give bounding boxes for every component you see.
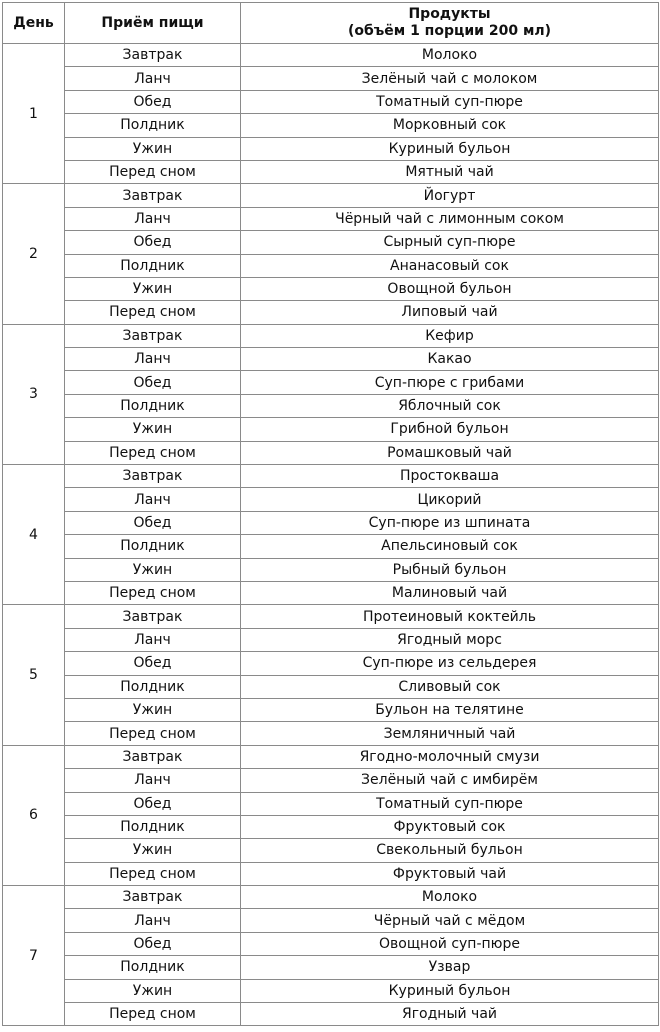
meal-cell: Обед: [65, 792, 241, 815]
meal-cell: Перед сном: [65, 722, 241, 745]
meal-cell: Обед: [65, 652, 241, 675]
product-cell: Томатный суп-пюре: [241, 90, 659, 113]
table-row: [3, 137, 659, 160]
table-row: [3, 769, 659, 792]
product-cell: Рыбный бульон: [241, 558, 659, 581]
table-row: [3, 324, 659, 347]
meal-cell: Перед сном: [65, 1003, 241, 1026]
product-cell: Молоко: [241, 886, 659, 909]
product-cell: Чёрный чай с мёдом: [241, 909, 659, 932]
day-number-cell: 4: [3, 465, 65, 605]
meal-cell: Обед: [65, 231, 241, 254]
table-row: [3, 371, 659, 394]
table-row: [3, 301, 659, 324]
product-cell: Ромашковый чай: [241, 441, 659, 464]
product-cell: Бульон на телятине: [241, 698, 659, 721]
meal-cell: Полдник: [65, 254, 241, 277]
table-row: [3, 956, 659, 979]
meal-cell: Обед: [65, 932, 241, 955]
meal-cell: Ужин: [65, 277, 241, 300]
table-row: [3, 839, 659, 862]
product-cell: Протеиновый коктейль: [241, 605, 659, 628]
meal-plan-table: [2, 2, 659, 1026]
product-cell: Чёрный чай с лимонным соком: [241, 207, 659, 230]
product-cell: Суп-пюре из шпината: [241, 511, 659, 534]
product-cell: Кефир: [241, 324, 659, 347]
product-cell: Фруктовый сок: [241, 815, 659, 838]
meal-cell: Ланч: [65, 67, 241, 90]
meal-cell: Перед сном: [65, 441, 241, 464]
product-cell: Узвар: [241, 956, 659, 979]
meal-cell: Полдник: [65, 815, 241, 838]
table-row: [3, 277, 659, 300]
table-body: [3, 44, 659, 1026]
day-number-cell: 6: [3, 745, 65, 885]
product-cell: Куриный бульон: [241, 979, 659, 1002]
product-cell: Земляничный чай: [241, 722, 659, 745]
product-cell: Молоко: [241, 44, 659, 67]
product-cell: Зелёный чай с имбирём: [241, 769, 659, 792]
meal-cell: Полдник: [65, 394, 241, 417]
day-number-cell: 5: [3, 605, 65, 745]
day-number-cell: 2: [3, 184, 65, 324]
meal-cell: Ужин: [65, 979, 241, 1002]
meal-cell: Обед: [65, 511, 241, 534]
table-row: [3, 1003, 659, 1026]
meal-cell: Завтрак: [65, 324, 241, 347]
day-number-cell: 7: [3, 886, 65, 1026]
header-products-subtitle: (объём 1 порции 200 мл): [347, 23, 552, 39]
table-row: [3, 394, 659, 417]
product-cell: Грибной бульон: [241, 418, 659, 441]
meal-cell: Ужин: [65, 418, 241, 441]
product-cell: Фруктовый чай: [241, 862, 659, 885]
product-cell: Простокваша: [241, 465, 659, 488]
table-row: [3, 675, 659, 698]
table-row: [3, 698, 659, 721]
table-row: [3, 815, 659, 838]
table-row: [3, 628, 659, 651]
product-cell: Сливовый сок: [241, 675, 659, 698]
product-cell: Суп-пюре из сельдерея: [241, 652, 659, 675]
product-cell: Зелёный чай с молоком: [241, 67, 659, 90]
meal-cell: Полдник: [65, 114, 241, 137]
product-cell: Ягодный чай: [241, 1003, 659, 1026]
table-row: [3, 511, 659, 534]
table-row: [3, 418, 659, 441]
table-row: [3, 44, 659, 67]
table-row: [3, 722, 659, 745]
meal-cell: Перед сном: [65, 160, 241, 183]
meal-cell: Обед: [65, 371, 241, 394]
table-row: [3, 231, 659, 254]
table-row: [3, 160, 659, 183]
table-row: [3, 441, 659, 464]
table-row: [3, 792, 659, 815]
header-meal: Приём пищи: [65, 3, 241, 44]
meal-cell: Перед сном: [65, 581, 241, 604]
table-row: [3, 184, 659, 207]
table-row: [3, 90, 659, 113]
table-row: [3, 254, 659, 277]
table-row: [3, 745, 659, 768]
table-row: [3, 465, 659, 488]
header-row: [3, 3, 659, 44]
product-cell: Йогурт: [241, 184, 659, 207]
table-row: [3, 558, 659, 581]
product-cell: Суп-пюре с грибами: [241, 371, 659, 394]
product-cell: Яблочный сок: [241, 394, 659, 417]
product-cell: Овощной суп-пюре: [241, 932, 659, 955]
meal-cell: Ужин: [65, 839, 241, 862]
day-number-cell: 1: [3, 44, 65, 184]
table-row: [3, 581, 659, 604]
table-row: [3, 652, 659, 675]
table-row: [3, 605, 659, 628]
meal-cell: Обед: [65, 90, 241, 113]
product-cell: Сырный суп-пюре: [241, 231, 659, 254]
table-row: [3, 979, 659, 1002]
product-cell: Куриный бульон: [241, 137, 659, 160]
meal-cell: Ланч: [65, 488, 241, 511]
product-cell: Малиновый чай: [241, 581, 659, 604]
product-cell: Цикорий: [241, 488, 659, 511]
table-row: [3, 862, 659, 885]
table-row: [3, 886, 659, 909]
meal-cell: Ланч: [65, 909, 241, 932]
day-number-cell: 3: [3, 324, 65, 464]
meal-cell: Перед сном: [65, 862, 241, 885]
meal-cell: Завтрак: [65, 745, 241, 768]
meal-cell: Полдник: [65, 956, 241, 979]
product-cell: Липовый чай: [241, 301, 659, 324]
table-row: [3, 535, 659, 558]
header-day: День: [3, 3, 65, 44]
table-row: [3, 488, 659, 511]
header-products-title: Продукты: [408, 6, 491, 22]
meal-cell: Завтрак: [65, 605, 241, 628]
product-cell: Овощной бульон: [241, 277, 659, 300]
table-row: [3, 207, 659, 230]
meal-cell: Ланч: [65, 207, 241, 230]
meal-cell: Ужин: [65, 137, 241, 160]
product-cell: Мятный чай: [241, 160, 659, 183]
product-cell: Ягодный морс: [241, 628, 659, 651]
meal-cell: Полдник: [65, 535, 241, 558]
meal-cell: Завтрак: [65, 44, 241, 67]
product-cell: Морковный сок: [241, 114, 659, 137]
table-row: [3, 909, 659, 932]
meal-cell: Полдник: [65, 675, 241, 698]
meal-cell: Ланч: [65, 348, 241, 371]
product-cell: Апельсиновый сок: [241, 535, 659, 558]
table-row: [3, 348, 659, 371]
product-cell: Ягодно-молочный смузи: [241, 745, 659, 768]
product-cell: Ананасовый сок: [241, 254, 659, 277]
meal-cell: Ланч: [65, 628, 241, 651]
product-cell: Какао: [241, 348, 659, 371]
meal-cell: Ужин: [65, 698, 241, 721]
table-row: [3, 67, 659, 90]
product-cell: Свекольный бульон: [241, 839, 659, 862]
header-products: [241, 3, 659, 44]
table-row: [3, 114, 659, 137]
meal-cell: Завтрак: [65, 886, 241, 909]
meal-cell: Завтрак: [65, 465, 241, 488]
meal-cell: Ужин: [65, 558, 241, 581]
meal-cell: Перед сном: [65, 301, 241, 324]
meal-cell: Завтрак: [65, 184, 241, 207]
meal-cell: Ланч: [65, 769, 241, 792]
product-cell: Томатный суп-пюре: [241, 792, 659, 815]
table-row: [3, 932, 659, 955]
